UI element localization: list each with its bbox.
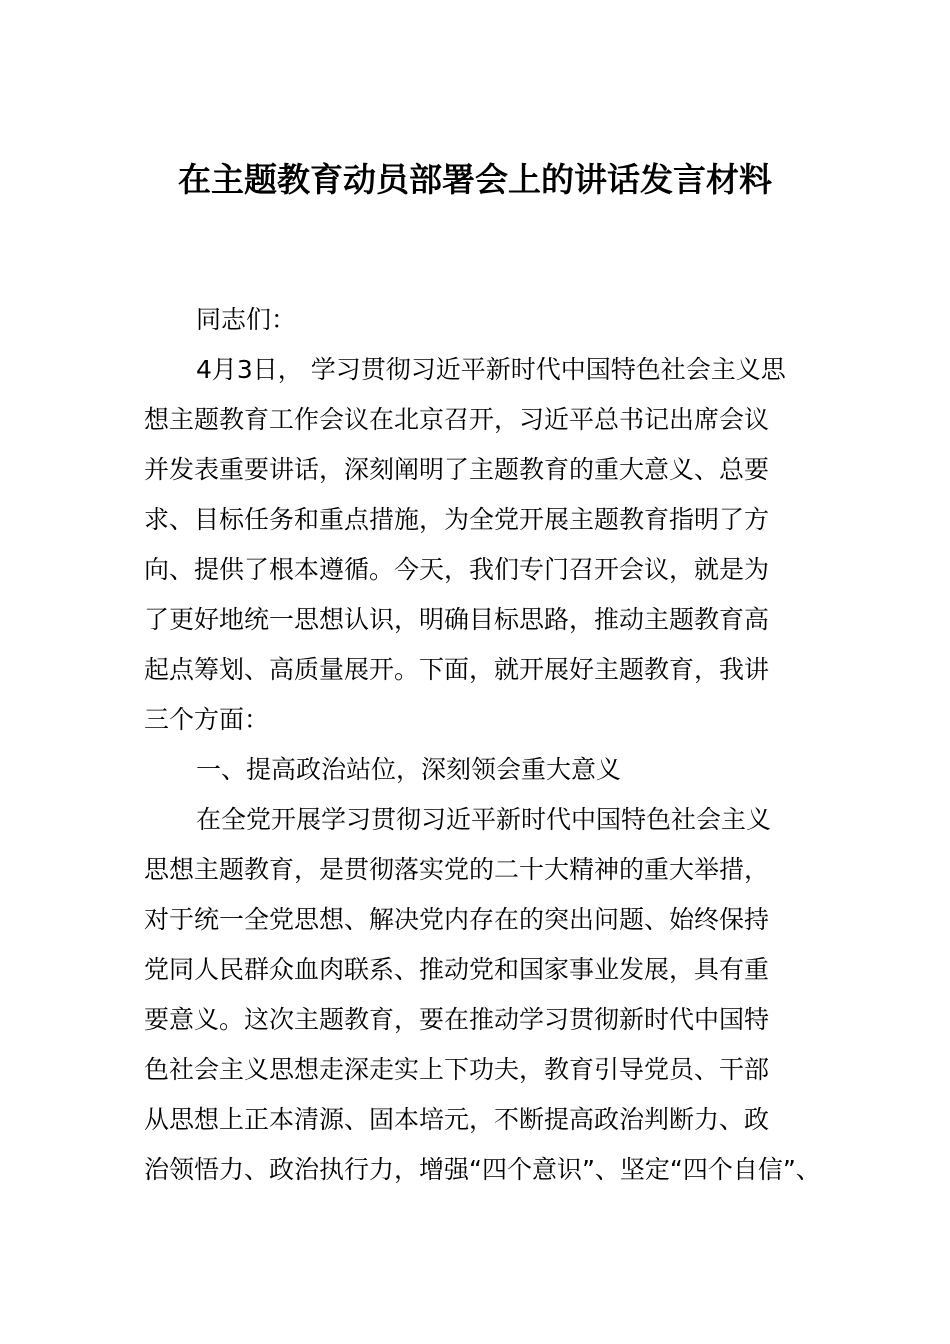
paragraph-line: 想主题教育工作会议在北京召开，习近平总书记出席会议 (144, 405, 770, 434)
document-title: 在主题教育动员部署会上的讲话发言材料 (178, 160, 772, 199)
paragraph-line: 4月3日， 学习贯彻习近平新时代中国特色社会主义思 (196, 355, 786, 384)
document-body (144, 295, 821, 1195)
paragraph-line: 起点筹划、高质量展开。下面，就开展好主题教育，我讲 (144, 655, 770, 684)
paragraph-line: 求、目标任务和重点措施，为全党开展主题教育指明了方 (144, 505, 770, 534)
paragraph-line: 色社会主义思想走深走实上下功夫，教育引导党员、干部 (144, 1055, 770, 1084)
paragraph-line: 在全党开展学习贯彻习近平新时代中国特色社会主义 (196, 805, 772, 834)
paragraph-line: 向、提供了根本遵循。今天，我们专门召开会议，就是为 (144, 555, 770, 584)
salutation: 同志们： (196, 305, 297, 334)
paragraph-line: 并发表重要讲话，深刻阐明了主题教育的重大意义、总要 (144, 455, 770, 484)
section-heading: 一、提高政治站位，深刻领会重大意义 (196, 755, 622, 784)
paragraph-1 (144, 345, 806, 745)
paragraph-line: 对于统一全党思想、解决党内存在的突出问题、始终保持 (144, 905, 770, 934)
paragraph-line: 了更好地统一思想认识，明确目标思路，推动主题教育高 (144, 605, 770, 634)
paragraph-line: 从思想上正本清源、固本培元，不断提高政治判断力、政 (144, 1105, 770, 1134)
paragraph-2 (144, 795, 821, 1195)
paragraph-line: 三个方面： (144, 705, 270, 734)
paragraph-line: 党同人民群众血肉联系、推动党和国家事业发展，具有重 (144, 955, 770, 984)
paragraph-line: 思想主题教育，是贯彻落实党的二十大精神的重大举措， (144, 855, 770, 884)
paragraph-line: 治领悟力、政治执行力，增强“四个意识”、坚定“四个自信”、 (144, 1155, 821, 1184)
paragraph-line: 要意义。这次主题教育，要在推动学习贯彻新时代中国特 (144, 1005, 770, 1034)
